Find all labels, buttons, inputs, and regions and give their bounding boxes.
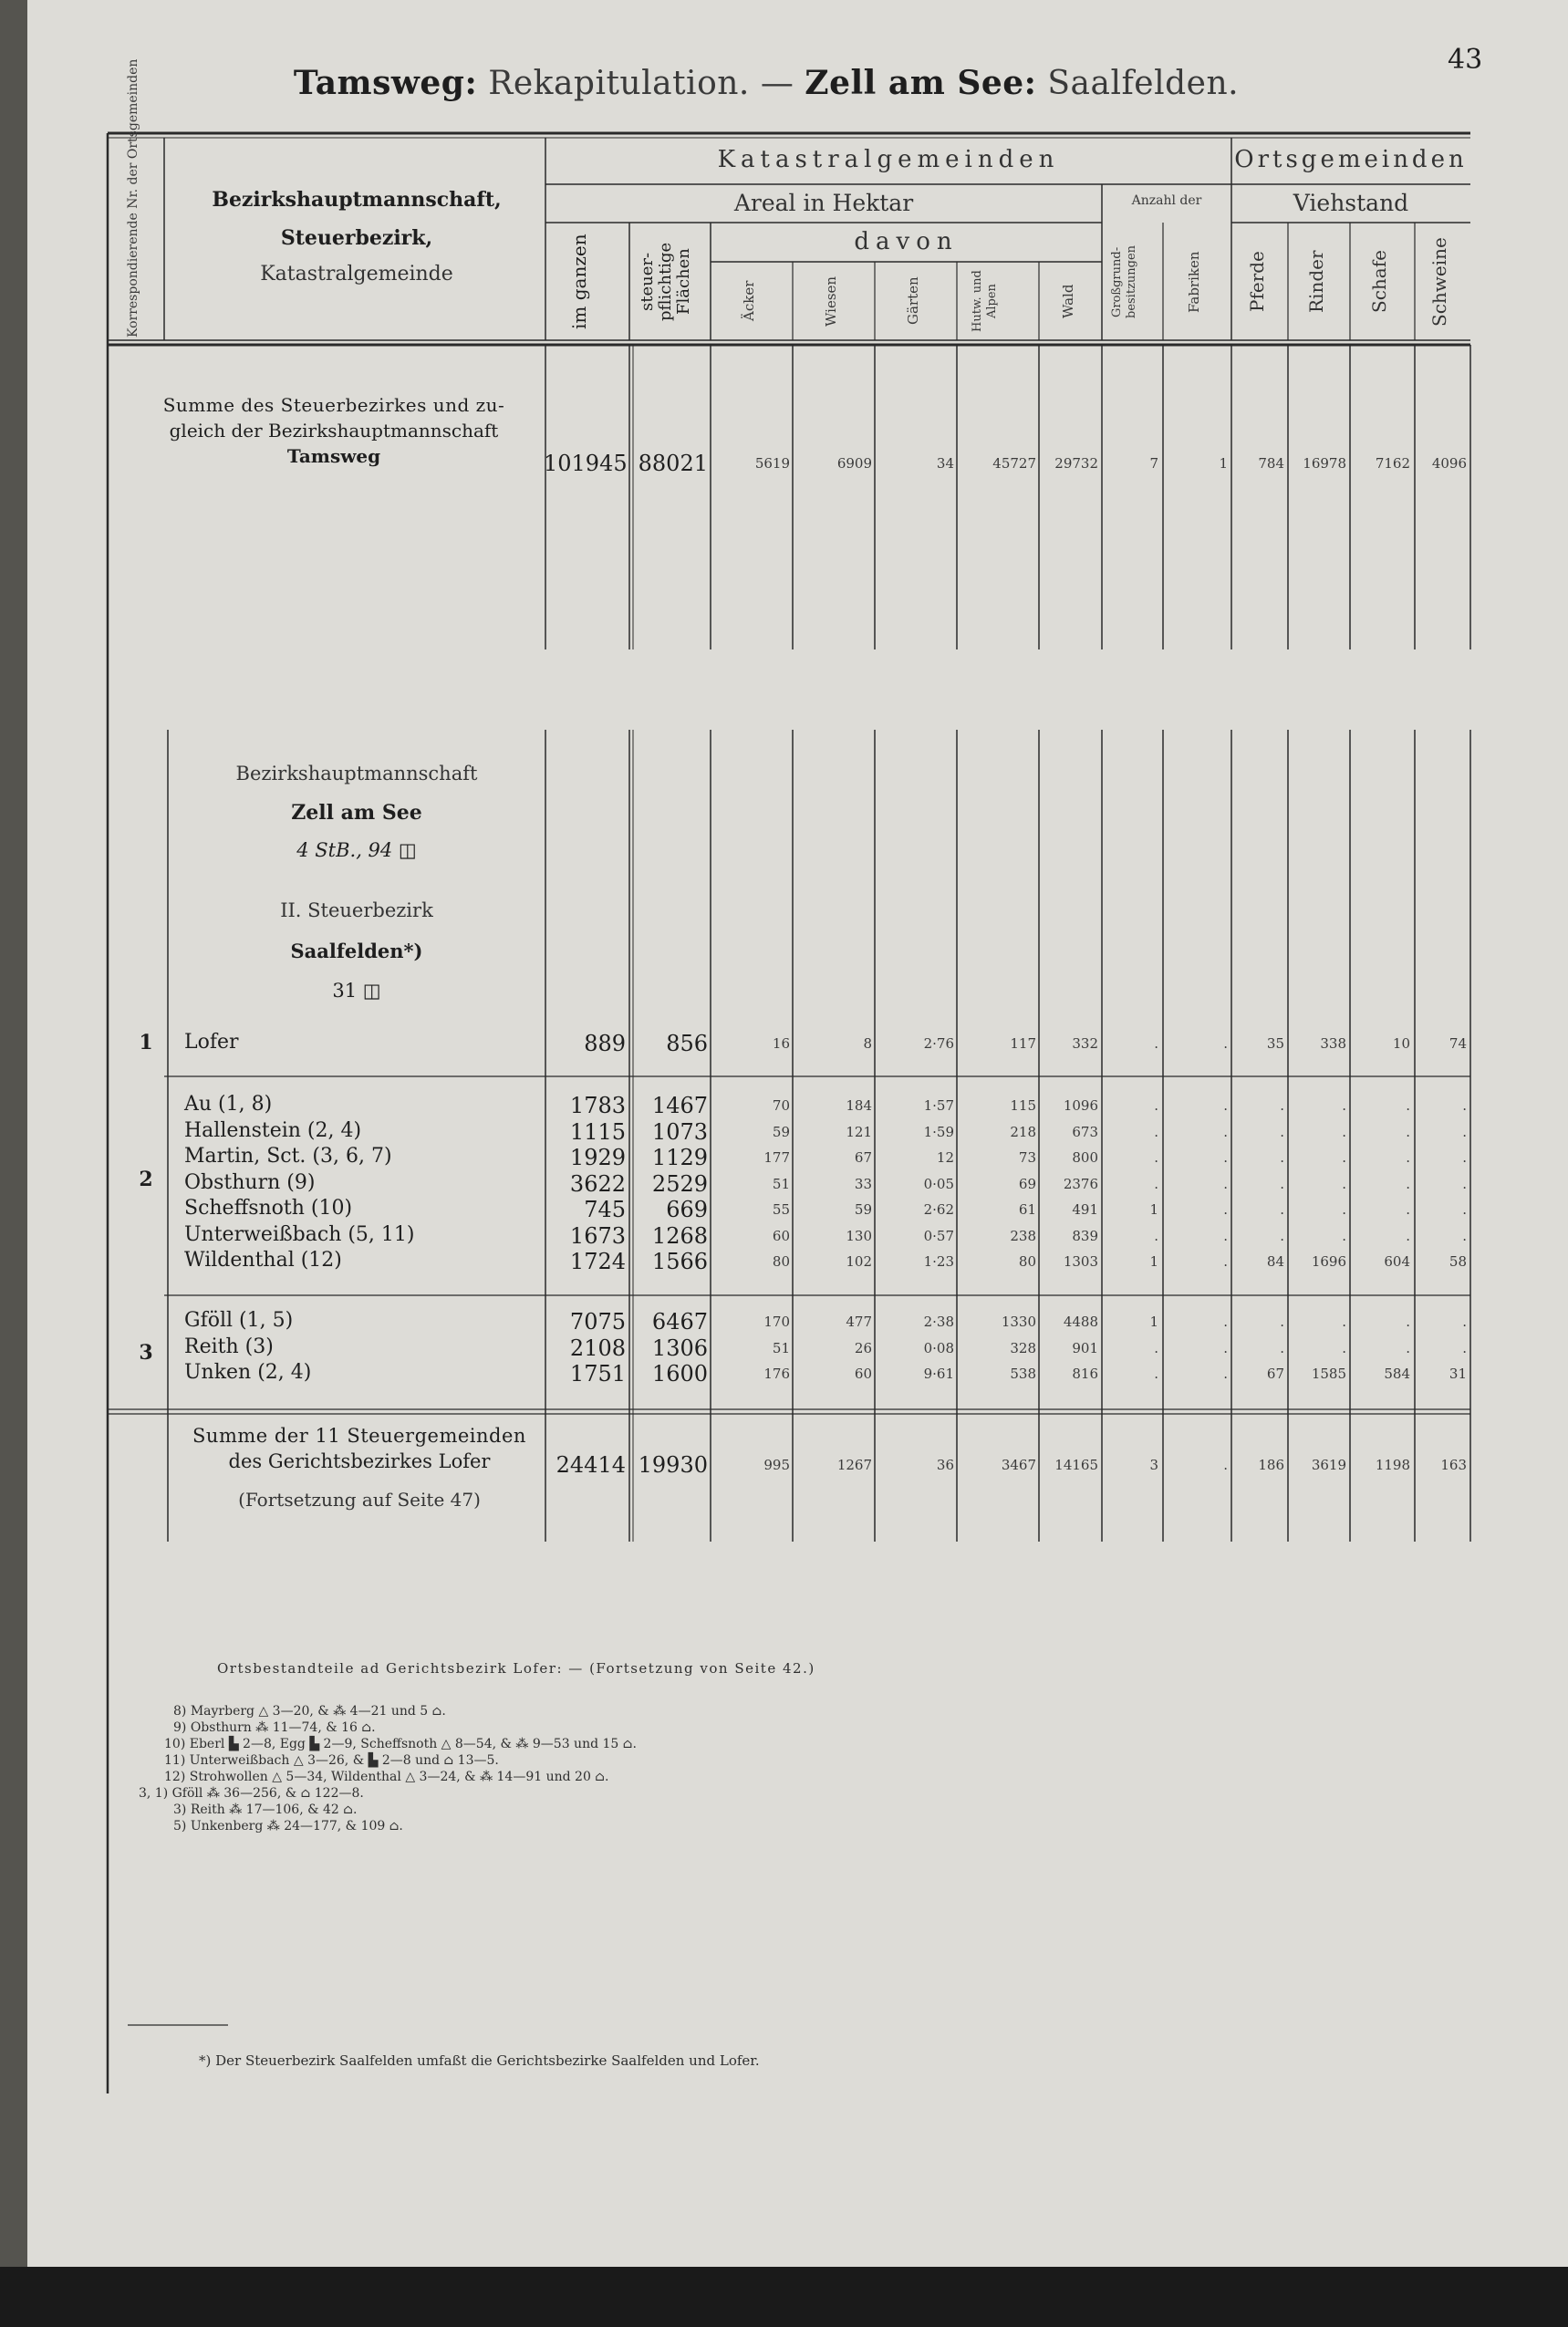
cell-group2-r7-col5: 1·23 (923, 1253, 954, 1270)
cell-group2-r6-col6: 238 (1010, 1227, 1036, 1244)
cell-group3-r2-col6: 328 (1010, 1339, 1036, 1356)
cell-group2-r1-col12: . (1406, 1097, 1410, 1114)
cell-group2-r1-col3: 70 (772, 1097, 790, 1114)
cell-group3-r3-col5: 9·61 (923, 1366, 954, 1382)
cell-group2-r3-col3: 177 (763, 1149, 790, 1166)
cell-group3-r1-col3: 170 (763, 1314, 790, 1330)
cell-row-summe-lofer-col12: 1198 (1375, 1457, 1410, 1473)
header-gaerten: Gärten (905, 276, 921, 326)
cell-group2-r1-col5: 1·57 (923, 1097, 954, 1114)
cell-group3-r2-col9: . (1223, 1339, 1228, 1356)
cell-row-lofer-col4: 8 (863, 1035, 872, 1052)
cell-row-summe-lofer-col13: 163 (1440, 1457, 1467, 1473)
cell-group2-r7-col9: . (1223, 1253, 1228, 1270)
summe-lofer-line2 (173, 1450, 545, 1472)
cell-row-summe-tamsweg-col10: 784 (1258, 455, 1284, 472)
cell-group2-r1-col9: . (1223, 1097, 1228, 1114)
note-line: 10) Eberl ▙ 2—8, Egg ▙ 2—9, Scheffsnoth △ 8—54, & ⁂ 9—53 und 15 ⌂. (164, 1737, 637, 1751)
cell-group2-r4-col6: 69 (1018, 1175, 1036, 1192)
note-line: 9) Obsthurn ⁂ 11—74, & 16 ⌂. (173, 1720, 376, 1735)
row-nr-1: 1 (139, 1031, 153, 1054)
page-number: 43 (1448, 44, 1483, 76)
header-fabriken: Fabriken (1186, 251, 1202, 313)
cell-row-summe-tamsweg-col4: 6909 (836, 455, 872, 472)
cell-group2-r2-col5: 1·59 (923, 1123, 954, 1140)
cell-group3-r2-col13: . (1462, 1339, 1467, 1356)
row-name: Martin, Sct. (3, 6, 7) (184, 1145, 392, 1168)
header-pferde: Pferde (1246, 251, 1268, 313)
cell-row-lofer-col12: 10 (1392, 1035, 1410, 1052)
cell-group3-r1-col13: . (1462, 1314, 1467, 1330)
cell-group2-r3-col6: 73 (1018, 1149, 1036, 1166)
zell-stb-count: 4 StB., 94 ◫ (296, 839, 417, 861)
header-schweine: Schweine (1428, 237, 1450, 327)
header-ortsgemeinden: Ortsgemeinden (1234, 146, 1468, 173)
cell-row-lofer-col3: 16 (772, 1035, 790, 1052)
cell-row-summe-tamsweg-col11: 16978 (1303, 455, 1346, 472)
cell-row-lofer-col2: 856 (666, 1031, 708, 1056)
cell-group2-r3-col4: 67 (854, 1149, 872, 1166)
header-wald: Wald (1060, 284, 1076, 318)
cell-row-summe-lofer-col5: 36 (936, 1457, 954, 1473)
cell-group2-r5-col8: 1 (1149, 1201, 1158, 1218)
cell-group2-r4-col1: 3622 (569, 1170, 626, 1197)
cell-group2-r5-col4: 59 (854, 1201, 872, 1218)
cell-group3-r3-col10: 67 (1266, 1366, 1284, 1382)
summe-tamsweg-line3: Tamsweg (286, 445, 381, 467)
cell-group2-r5-col10: . (1280, 1201, 1284, 1218)
cell-group2-r4-col8: . (1154, 1175, 1158, 1192)
cell-row-summe-tamsweg-col2: 88021 (638, 451, 708, 476)
note-line: 5) Unkenberg ⁂ 24—177, & 109 ⌂. (173, 1819, 403, 1834)
title-separator: — (760, 65, 794, 102)
header-aecker: Äcker (741, 280, 757, 322)
cell-row-summe-lofer-col6: 3467 (1001, 1457, 1036, 1473)
cell-group2-r7-col11: 1696 (1311, 1253, 1346, 1270)
cell-group3-r2-col3: 51 (772, 1339, 790, 1356)
cell-group3-r3-col11: 1585 (1311, 1366, 1346, 1382)
cell-group2-r7-col3: 80 (772, 1253, 790, 1270)
summe-tamsweg-line2: gleich der Bezirkshauptmannschaft (169, 420, 499, 442)
row-name: Scheffsnoth (10) (184, 1197, 353, 1220)
cell-group2-r2-col1: 1115 (569, 1118, 626, 1145)
cell-group3-r1-col6: 1330 (1001, 1314, 1036, 1330)
cell-group2-r4-col10: . (1280, 1175, 1284, 1192)
cell-group3-r2-col5: 0·08 (923, 1339, 954, 1356)
cell-group2-r6-col1: 1673 (569, 1222, 626, 1249)
cell-group2-r2-col10: . (1280, 1123, 1284, 1140)
saalfelden-title: Saalfelden*) (290, 940, 423, 962)
cell-group2-r5-col2: 669 (666, 1197, 708, 1222)
cell-group2-r1-col4: 184 (846, 1097, 872, 1114)
cell-group2-r2-col2: 1073 (651, 1118, 708, 1145)
row-name: Hallenstein (2, 4) (184, 1118, 362, 1142)
cell-group2-r1-col6: 115 (1010, 1097, 1036, 1114)
cell-group2-r4-col12: . (1406, 1175, 1410, 1192)
cell-row-summe-lofer-col2: 19930 (638, 1452, 708, 1478)
zell-bh-label: Bezirkshauptmannschaft (235, 763, 478, 784)
cell-group2-r5-col12: . (1406, 1201, 1410, 1218)
header-katastralgemeinde: Katastralgemeinde (260, 263, 453, 286)
row-name: Reith (3) (184, 1335, 274, 1358)
cell-group2-r4-col2: 2529 (651, 1170, 708, 1197)
note-line: 12) Strohwollen △ 5—34, Wildenthal △ 3—24, & ⁂ 14—91 und 20 ⌂. (164, 1770, 609, 1784)
cell-row-summe-lofer-col3: 995 (763, 1457, 790, 1473)
summe-lofer-line2-text: des Gerichtsbezirkes Lofer (228, 1450, 491, 1472)
cell-group2-r2-col9: . (1223, 1123, 1228, 1140)
header-anzahl-der: Anzahl der (1131, 193, 1202, 208)
cell-group2-r4-col5: 0·05 (923, 1175, 954, 1192)
cell-row-lofer-col8: . (1154, 1035, 1158, 1052)
cell-group2-r6-col11: . (1342, 1227, 1346, 1244)
cell-group2-r1-col2: 1467 (651, 1093, 708, 1118)
header-rinder: Rinder (1305, 250, 1327, 314)
cell-row-lofer-col13: 74 (1449, 1035, 1467, 1052)
header-davon: davon (854, 228, 959, 255)
cell-group2-r6-col2: 1268 (651, 1222, 708, 1249)
cell-group2-r5-col11: . (1342, 1201, 1346, 1218)
title-zell-am-see: Zell am See: (805, 64, 1037, 102)
cell-group2-r5-col1: 745 (584, 1197, 626, 1222)
summe-lofer-line1: Summe der 11 Steuergemeinden (192, 1425, 526, 1447)
cell-group3-r2-col1: 2108 (569, 1335, 626, 1361)
summe-tamsweg-line1: Summe des Steuerbezirkes und zu- (162, 394, 505, 416)
cell-group2-r3-col10: . (1280, 1149, 1284, 1166)
cell-group2-r7-col12: 604 (1384, 1253, 1410, 1270)
cell-row-lofer-col11: 338 (1320, 1035, 1346, 1052)
notes-heading: Ortsbestandteile ad Gerichtsbezirk Lofer: — (Fortsetzung von Seite 42.) (217, 1660, 815, 1677)
cell-group2-r6-col7: 839 (1072, 1227, 1098, 1244)
cell-group2-r4-col4: 33 (854, 1175, 872, 1192)
cell-group3-r1-col7: 4488 (1063, 1314, 1098, 1330)
title-tamsweg: Tamsweg: (293, 64, 478, 102)
cell-row-summe-lofer-col10: 186 (1258, 1457, 1284, 1473)
cell-row-summe-tamsweg-col1: 101945 (544, 451, 628, 476)
cell-group2-r5-col7: 491 (1072, 1201, 1098, 1218)
cell-row-summe-lofer-col9: . (1223, 1457, 1228, 1473)
cell-row-lofer-col10: 35 (1266, 1035, 1284, 1052)
header-katastralgemeinden: Katastralgemeinden (717, 146, 1060, 173)
cell-row-summe-tamsweg-col8: 7 (1149, 455, 1158, 472)
cell-row-lofer-col7: 332 (1072, 1035, 1098, 1052)
row-name: Obsthurn (9) (184, 1170, 316, 1194)
note-line: 3, 1) Gföll ⁂ 36—256, & ⌂ 122—8. (139, 1786, 364, 1801)
cell-group3-r3-col13: 31 (1449, 1366, 1467, 1382)
cell-group2-r3-col12: . (1406, 1149, 1410, 1166)
cell-group3-r1-col11: . (1342, 1314, 1346, 1330)
row-name: Wildenthal (12) (184, 1249, 342, 1272)
saalfelden-count: 31 ◫ (332, 980, 381, 1002)
cell-group2-r4-col9: . (1223, 1175, 1228, 1192)
cell-group3-r1-col9: . (1223, 1314, 1228, 1330)
row-nr-2: 2 (139, 1168, 153, 1191)
cell-group2-r2-col3: 59 (772, 1123, 790, 1140)
cell-group2-r7-col7: 1303 (1063, 1253, 1098, 1270)
cell-group3-r2-col4: 26 (854, 1339, 872, 1356)
steuerbezirk-label: II. Steuerbezirk (280, 899, 433, 921)
cell-group2-r1-col13: . (1462, 1097, 1467, 1114)
row-name: Unterweißbach (5, 11) (184, 1222, 415, 1246)
cell-group3-r3-col8: . (1154, 1366, 1158, 1382)
cell-row-summe-lofer-col7: 14165 (1054, 1457, 1098, 1473)
cell-group2-r2-col7: 673 (1072, 1123, 1098, 1140)
cell-group3-r1-col4: 477 (846, 1314, 872, 1330)
cell-group2-r2-col13: . (1462, 1123, 1467, 1140)
cell-group3-r3-col9: . (1223, 1366, 1228, 1382)
cell-group3-r1-col1: 7075 (569, 1309, 626, 1335)
cell-group3-r2-col2: 1306 (651, 1335, 708, 1361)
header-steuerbezirk: Steuerbezirk, (280, 226, 433, 250)
cell-group3-r3-col12: 584 (1384, 1366, 1410, 1382)
cell-group3-r2-col7: 901 (1072, 1339, 1098, 1356)
cell-group2-r3-col1: 1929 (569, 1145, 626, 1170)
header-schafe: Schafe (1368, 250, 1390, 314)
row-name: Unken (2, 4) (184, 1361, 312, 1384)
row-name-lofer: Lofer (184, 1031, 239, 1054)
cell-group2-r4-col11: . (1342, 1175, 1346, 1192)
cell-group2-r2-col8: . (1154, 1123, 1158, 1140)
cell-row-lofer-col1: 889 (584, 1031, 626, 1056)
cell-group2-r7-col2: 1566 (651, 1249, 708, 1274)
cell-group3-r3-col6: 538 (1010, 1366, 1036, 1382)
header-wiesen: Wiesen (823, 275, 839, 327)
header-korrespondierende-nr: Korrespondierende Nr. der Ortsgemeinden (126, 58, 140, 338)
cell-group2-r1-col1: 1783 (569, 1093, 626, 1118)
cell-group2-r2-col11: . (1342, 1123, 1346, 1140)
cell-group2-r5-col5: 2·62 (923, 1201, 954, 1218)
title-saalfelden: Saalfelden. (1047, 65, 1240, 102)
header-bezirkshauptmannschaft: Bezirkshauptmannschaft, (212, 188, 502, 212)
cell-group2-r3-col5: 12 (936, 1149, 954, 1166)
cell-group3-r1-col10: . (1280, 1314, 1284, 1330)
row-name: Au (1, 8) (184, 1093, 273, 1116)
header-viehstand: Viehstand (1293, 190, 1409, 216)
cell-row-lofer-col9: . (1223, 1035, 1228, 1052)
cell-group2-r4-col7: 2376 (1063, 1175, 1098, 1192)
cell-group2-r3-col7: 800 (1072, 1149, 1098, 1166)
cell-group2-r6-col3: 60 (772, 1227, 790, 1244)
cell-group2-r4-col3: 51 (772, 1175, 790, 1192)
header-grossgrundbesitzungen: Großgrund- besitzungen (1110, 244, 1138, 319)
cell-group2-r7-col8: 1 (1149, 1253, 1158, 1270)
cell-group2-r6-col13: . (1462, 1227, 1467, 1244)
cell-group2-r7-col10: 84 (1266, 1253, 1284, 1270)
cell-group2-r5-col6: 61 (1018, 1201, 1036, 1218)
cell-row-summe-tamsweg-col9: 1 (1219, 455, 1228, 472)
cell-row-summe-lofer-col1: 24414 (556, 1452, 626, 1478)
cell-group2-r5-col9: . (1223, 1201, 1228, 1218)
cell-group2-r6-col9: . (1223, 1227, 1228, 1244)
cell-group2-r7-col13: 58 (1449, 1253, 1467, 1270)
cell-group3-r1-col12: . (1406, 1314, 1410, 1330)
header-im-ganzen: im ganzen (568, 234, 590, 330)
cell-group2-r2-col12: . (1406, 1123, 1410, 1140)
header-areal-in-hektar: Areal in Hektar (733, 190, 914, 216)
cell-row-summe-lofer-col11: 3619 (1311, 1457, 1346, 1473)
cell-group3-r3-col1: 1751 (569, 1361, 626, 1387)
cell-group2-r3-col11: . (1342, 1149, 1346, 1166)
cell-group3-r1-col5: 2·38 (923, 1314, 954, 1330)
cell-row-summe-lofer-col8: 3 (1149, 1457, 1158, 1473)
cell-group2-r6-col12: . (1406, 1227, 1410, 1244)
row-name: Gföll (1, 5) (184, 1309, 294, 1332)
cell-group3-r2-col11: . (1342, 1339, 1346, 1356)
cell-group2-r5-col13: . (1462, 1201, 1467, 1218)
cell-group2-r2-col6: 218 (1010, 1123, 1036, 1140)
title-rekapitulation: Rekapitulation. (488, 65, 750, 102)
cell-group3-r3-col3: 176 (763, 1366, 790, 1382)
cell-row-summe-tamsweg-col13: 4096 (1431, 455, 1467, 472)
cell-group2-r1-col11: . (1342, 1097, 1346, 1114)
cell-row-summe-tamsweg-col3: 5619 (754, 455, 790, 472)
cell-group2-r7-col1: 1724 (569, 1249, 626, 1274)
cell-group2-r3-col13: . (1462, 1149, 1467, 1166)
cell-row-summe-tamsweg-col7: 29732 (1054, 455, 1098, 472)
cell-group2-r3-col2: 1129 (651, 1145, 708, 1170)
header-steuerpflichtige-flaechen: steuer- pflichtige Flächen (638, 242, 693, 322)
cell-group2-r1-col8: . (1154, 1097, 1158, 1114)
zell-am-see-title: Zell am See (291, 801, 422, 825)
cell-row-lofer-col5: 2·76 (923, 1035, 954, 1052)
row-nr-3: 3 (139, 1341, 153, 1365)
cell-group2-r3-col8: . (1154, 1149, 1158, 1166)
cell-group3-r2-col10: . (1280, 1339, 1284, 1356)
cell-group3-r3-col4: 60 (854, 1366, 872, 1382)
cell-group3-r3-col2: 1600 (651, 1361, 708, 1387)
cell-group2-r3-col9: . (1223, 1149, 1228, 1166)
cell-group3-r3-col7: 816 (1072, 1366, 1098, 1382)
cell-row-summe-tamsweg-col12: 7162 (1375, 455, 1410, 472)
cell-row-summe-tamsweg-col6: 45727 (992, 455, 1036, 472)
cell-group2-r7-col6: 80 (1018, 1253, 1036, 1270)
cell-group3-r2-col8: . (1154, 1339, 1158, 1356)
note-line: 3) Reith ⁂ 17—106, & 42 ⌂. (173, 1802, 358, 1817)
cell-group2-r1-col7: 1096 (1063, 1097, 1098, 1114)
header-hutweiden-alpen: Hutw. und Alpen (971, 270, 999, 332)
summe-lofer-continuation: (Fortsetzung auf Seite 47) (238, 1489, 481, 1511)
note-line: 8) Mayrberg △ 3—20, & ⁂ 4—21 und 5 ⌂. (173, 1704, 446, 1719)
cell-group2-r7-col4: 102 (846, 1253, 872, 1270)
cell-group2-r6-col5: 0·57 (923, 1227, 954, 1244)
cell-row-lofer-col6: 117 (1010, 1035, 1036, 1052)
cell-row-summe-lofer-col4: 1267 (836, 1457, 872, 1473)
cell-group2-r6-col10: . (1280, 1227, 1284, 1244)
note-line: 11) Unterweißbach △ 3—26, & ▙ 2—8 und ⌂ 13—5. (164, 1753, 499, 1768)
cell-row-summe-tamsweg-col5: 34 (936, 455, 954, 472)
cell-group2-r2-col4: 121 (846, 1123, 872, 1140)
cell-group3-r1-col2: 6467 (651, 1309, 708, 1335)
cell-group3-r1-col8: 1 (1149, 1314, 1158, 1330)
cell-group2-r6-col4: 130 (846, 1227, 872, 1244)
cell-group3-r2-col12: . (1406, 1339, 1410, 1356)
cell-group2-r1-col10: . (1280, 1097, 1284, 1114)
footnote-saalfelden: *) Der Steuerbezirk Saalfelden umfaßt die Gerichtsbezirke Saalfelden und Lofer. (199, 2052, 760, 2069)
cell-group2-r5-col3: 55 (772, 1201, 790, 1218)
cell-group2-r4-col13: . (1462, 1175, 1467, 1192)
cell-group2-r6-col8: . (1154, 1227, 1158, 1244)
